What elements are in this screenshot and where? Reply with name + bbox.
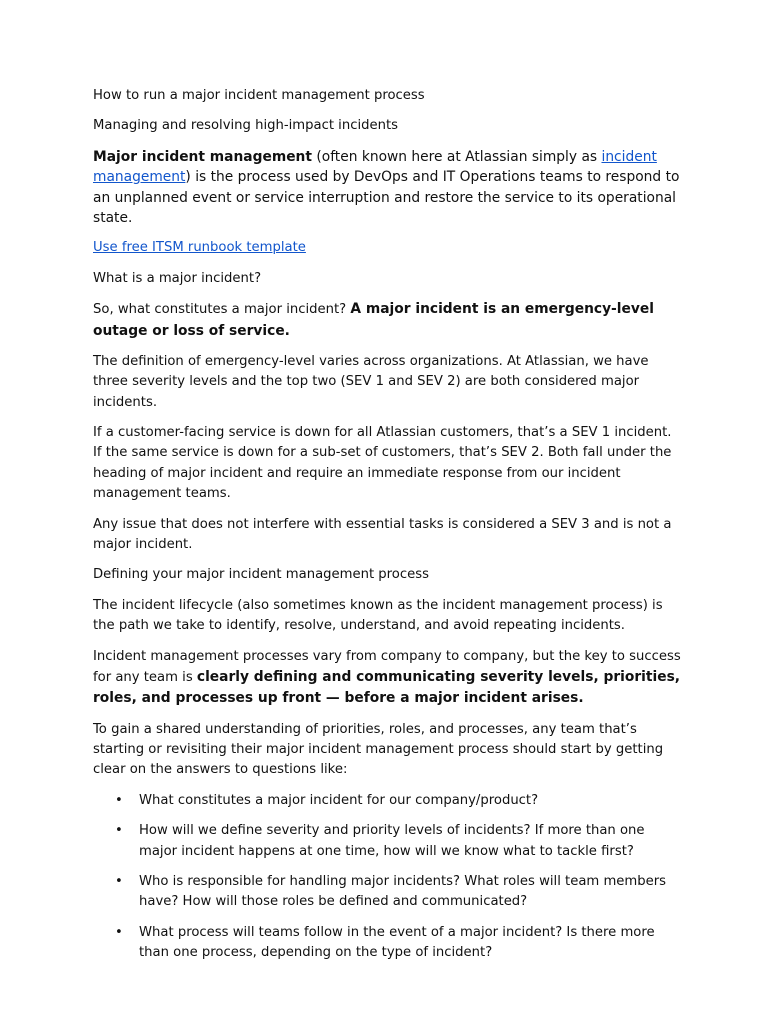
bullet-icon: •: [115, 924, 123, 940]
definition-question: So, what constitutes a major incident?: [93, 302, 351, 318]
definition-paragraph: [93, 299, 683, 342]
doc-subtitle: Managing and resolving high-impact incidents: [93, 118, 398, 134]
list-item: [93, 821, 683, 862]
document-body: [93, 86, 683, 974]
list-item: [93, 872, 683, 913]
itsm-runbook-template-link[interactable]: Use free ITSM runbook template: [93, 240, 306, 256]
list-item: [93, 923, 683, 964]
key-bold: clearly defining and communicating severity levels, priorities, roles, and processes up front — before a major incident arises.: [93, 668, 681, 707]
questions-list: [93, 791, 683, 964]
sev3-paragraph: Any issue that does not interfere with essential tasks is considered a SEV 3 and is not a major incident.: [93, 516, 672, 552]
lifecycle-paragraph: The incident lifecycle (also sometimes known as the incident management process) is the path we take to identify, resolve, understand, and avoid repeating incidents.: [93, 597, 663, 634]
key-paragraph: [93, 647, 683, 710]
intro-post-link: ) is the process used by DevOps and IT Operations teams to respond to an unplanned event or service interruption and restore the service to its operational state.: [93, 169, 680, 226]
intro-pre-link: (often known here at Atlassian simply as: [311, 148, 602, 165]
intro-paragraph: [93, 147, 683, 228]
list-item: [93, 791, 683, 811]
bullet-icon: •: [115, 792, 123, 808]
section-heading-defining: Defining your major incident management process: [93, 567, 429, 583]
sev1-paragraph: If a customer-facing service is down for all Atlassian customers, that’s a SEV 1 incident. If the same service is down for a sub-set of customers, that’s SEV 2. Both fall under the heading of major incident and require an immediate response from our incident management teams.: [93, 425, 672, 502]
definition-answer: A major incident is an emergency-level outage or loss of service.: [93, 301, 654, 339]
doc-title: How to run a major incident management process: [93, 88, 425, 103]
severity-paragraph: The definition of emergency-level varies across organizations. At Atlassian, we have three severity levels and the top two (SEV 1 and SEV 2) are both considered major incidents.: [93, 354, 649, 410]
incident-management-link[interactable]: incident management: [93, 148, 657, 186]
list-item-text: What process will teams follow in the event of a major incident? Is there more than one process, depending on the type of incident?: [139, 924, 655, 961]
list-item-text: What constitutes a major incident for our company/product?: [139, 792, 539, 808]
intro-bold-term: Major incident management: [93, 148, 312, 165]
section-heading-what-is: What is a major incident?: [93, 270, 262, 286]
list-item-text: How will we define severity and priority levels of incidents? If more than one major incident happens at one time, how will we know what to tackle first?: [139, 823, 645, 859]
shared-paragraph: To gain a shared understanding of priorities, roles, and processes, any team that’s starting or revisiting their major incident management process should start by getting clear on the answers to questions like:: [93, 721, 664, 778]
bullet-icon: •: [115, 874, 123, 890]
list-item-text: Who is responsible for handling major incidents? What roles will team members have? How will those roles be defined and communicated?: [139, 874, 667, 910]
bullet-icon: •: [115, 823, 123, 839]
key-pre: Incident management processes vary from company to company, but the key to success for any team is: [93, 648, 681, 685]
